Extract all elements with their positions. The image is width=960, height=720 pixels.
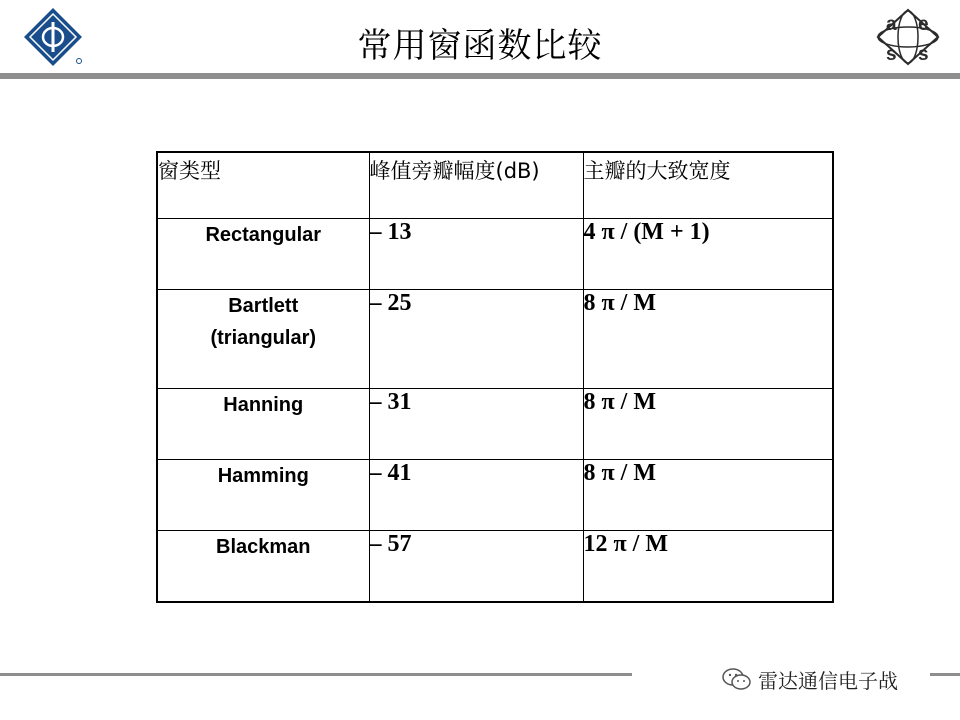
window-type-cell (157, 289, 369, 388)
peak-sidelobe-cell: – 57 (369, 530, 583, 602)
window-type-cell (157, 530, 369, 602)
peak-sidelobe-cell: – 25 (369, 289, 583, 388)
mainlobe-width-cell: 12 π / M (583, 530, 833, 602)
window-type-label: Hanning (223, 393, 304, 416)
mainlobe-width-cell: 8 π / M (583, 289, 833, 388)
mainlobe-width-cell: 8 π / M (583, 459, 833, 530)
logo-letter-s1: s (886, 44, 897, 65)
logo-letter-e: e (918, 14, 929, 35)
header-mainlobe-width: 主瓣的大致宽度 (583, 152, 833, 218)
peak-sidelobe-cell: – 31 (369, 388, 583, 459)
wechat-icon (722, 667, 752, 691)
table-row (157, 459, 833, 530)
table-row (157, 218, 833, 289)
window-comparison-table (156, 151, 834, 603)
peak-sidelobe-cell: – 41 (369, 459, 583, 530)
window-type-label: Rectangular (205, 223, 322, 246)
window-type-cell (157, 459, 369, 530)
watermark-text: 雷达通信电子战 (758, 668, 898, 693)
window-type-sublabel: (triangular) (210, 326, 317, 349)
mainlobe-width-cell: 8 π / M (583, 388, 833, 459)
table-row (157, 388, 833, 459)
window-type-cell (157, 388, 369, 459)
table-header-row (157, 152, 833, 218)
header-peak-sidelobe: 峰值旁瓣幅度(dB) (369, 152, 583, 218)
table-row (157, 289, 833, 388)
footer-rule (0, 673, 632, 676)
mainlobe-width-cell: 4 π / (M + 1) (583, 218, 833, 289)
footer-rule-tail (930, 673, 960, 676)
logo-letter-a: a (886, 14, 897, 35)
watermark (722, 664, 898, 694)
window-type-label: Bartlett (228, 294, 299, 317)
table-row (157, 530, 833, 602)
window-type-label: Hamming (217, 464, 309, 487)
slide-title: 常用窗函数比较 (357, 26, 603, 66)
window-type-label: Blackman (216, 535, 311, 558)
header-window-type: 窗类型 (157, 152, 369, 218)
aess-logo-icon (876, 8, 940, 66)
header-rule (0, 73, 960, 79)
logo-letter-s2: s (918, 44, 929, 65)
window-type-cell (157, 218, 369, 289)
peak-sidelobe-cell: – 13 (369, 218, 583, 289)
